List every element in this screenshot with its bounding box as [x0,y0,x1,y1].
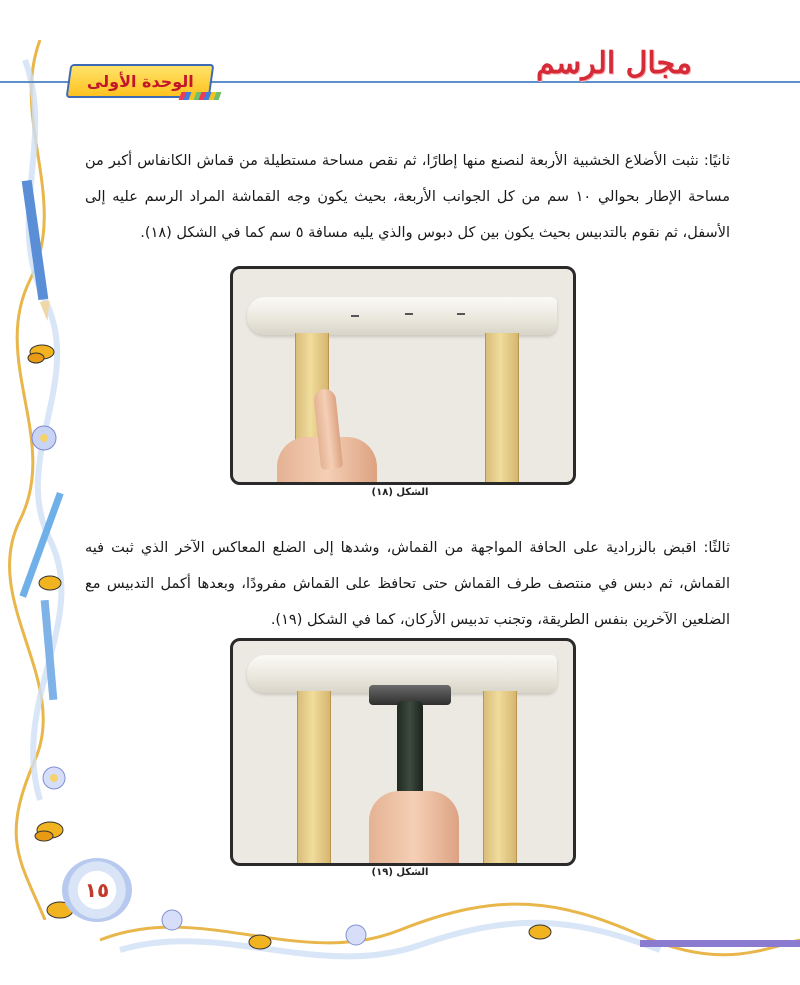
figure-19-photo [230,638,576,866]
section-title: مجال الرسم [536,46,692,81]
wooden-slat [483,691,517,863]
butterfly-icon [35,822,63,841]
paintbrush-icon [640,940,800,947]
flower-icon [32,426,56,450]
canvas-edge [247,297,557,335]
staple [457,313,465,315]
paintbrush-icon [19,492,63,598]
color-stripes-decoration [179,92,222,100]
flower-icon [43,767,65,789]
wooden-slat [297,691,331,863]
unit-badge-label: الوحدة الأولى [86,71,194,91]
floral-border-left [0,40,80,920]
page-number-badge [62,858,132,922]
staple [351,315,359,317]
paragraph-step-2: ثانيًا: نثبت الأضلاع الخشبية الأربعة لنصنع منها إطارًا، ثم نقص مساحة مستطيلة من قماش الكانفاس أكبر من مساحة الإطار بحوالي ١٠ سم من كل الجوانب الأربعة، بحيث يكون وجه القماشة المراد الرسم عليه إلى الأسفل، ثم نقوم بالتدبيس بحيث يكون بين كل دبوس والذي يليه مسافة ٥ سم كما في الشكل (١٨). [85,152,730,241]
figure-19-caption: الشكل (١٩) [371,867,429,878]
paragraph-step-3: ثالثًا: اقبض بالزرادية على الحافة المواجهة من القماش، وشدها إلى الضلع المعاكس الآخر الذي ثبت فيه القماش، ثم دبس في منتصف طرف القماش حتى تحافظ على القماش مفرودًا، وبعدها أكمل التدبيس مع الضلعين الآخرين بنفس الطريقة، وتجنب تدبيس الأركان، كما في الشكل (١٩). [85,539,730,628]
page-number: ١٥ [84,878,110,902]
butterfly-icon [28,345,54,363]
butterfly-icon [39,576,61,590]
wooden-slat [485,333,519,482]
figure-18-caption: الشكل (١٨) [371,487,429,498]
pencil-icon [22,180,53,322]
hand [369,791,459,866]
flower-icon [162,910,366,945]
staple [405,313,413,315]
pencil-icon [41,600,58,700]
figure-18-photo [230,266,576,485]
